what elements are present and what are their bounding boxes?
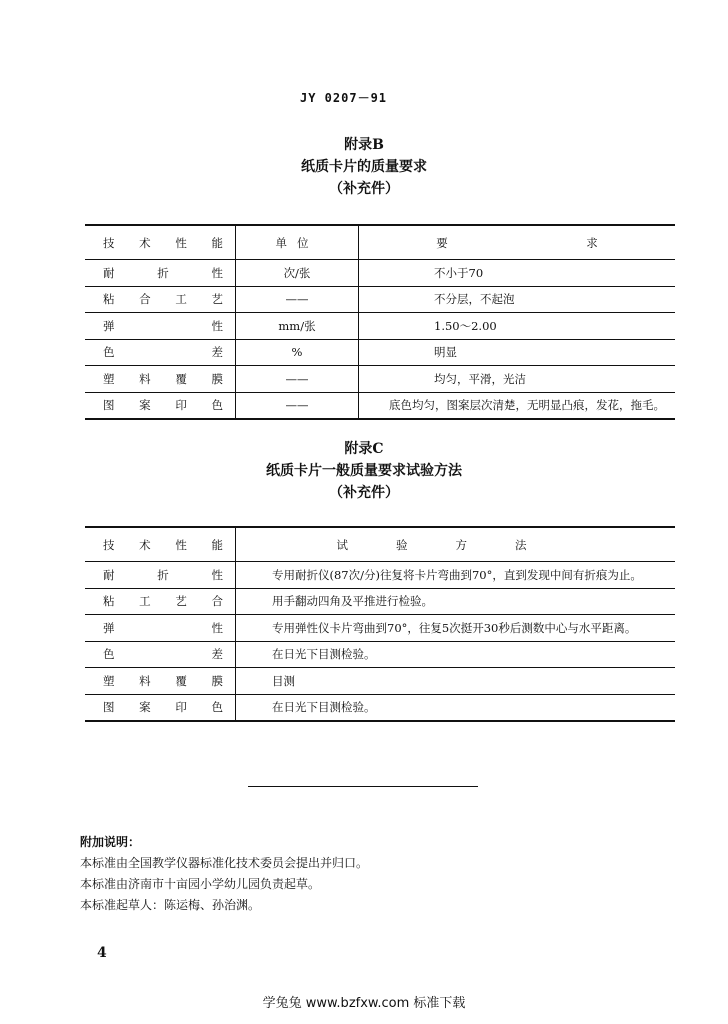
property-cell: 塑料覆膜 <box>85 366 236 393</box>
requirement-cell: 底色均匀，图案层次清楚，无明显凸痕，发花，拖毛。 <box>359 392 676 419</box>
method-cell: 目测 <box>236 668 676 695</box>
requirement-cell: 均匀，平滑，光洁 <box>359 366 676 393</box>
table-row <box>85 392 675 419</box>
table-header-row <box>85 225 675 260</box>
property-cell: 粘工艺合 <box>85 588 236 615</box>
column-header: 技术性能 <box>85 225 236 260</box>
unit-cell: —— <box>236 366 359 393</box>
table-row <box>85 286 675 313</box>
table-row <box>85 615 675 642</box>
appendix-b-heading <box>0 134 728 200</box>
unit-cell: % <box>236 339 359 366</box>
method-cell: 专用耐折仪(87次/分)往复将卡片弯曲到70°，直到发现中间有折痕为止。 <box>236 562 676 589</box>
column-header: 技术性能 <box>85 527 236 562</box>
requirement-cell: 不小于70 <box>359 260 676 287</box>
table-row <box>85 339 675 366</box>
requirement-cell: 1.50～2.00 <box>359 313 676 340</box>
page-number: 4 <box>97 945 107 961</box>
unit-cell: mm/张 <box>236 313 359 340</box>
property-cell: 塑料覆膜 <box>85 668 236 695</box>
column-header: 单位 <box>236 225 359 260</box>
notes-line: 本标准起草人：陈运梅、孙治渊。 <box>80 898 261 912</box>
appendix-b-table <box>85 224 675 420</box>
appendix-c-title: 纸质卡片一般质量要求试验方法 <box>266 463 462 479</box>
property-cell: 粘合工艺 <box>85 286 236 313</box>
property-cell: 弹性 <box>85 615 236 642</box>
appendix-b-label: 附录B <box>344 137 384 153</box>
property-cell: 耐折性 <box>85 260 236 287</box>
notes-line: 本标准由济南市十亩园小学幼儿园负责起草。 <box>80 877 321 891</box>
table-row <box>85 641 675 668</box>
table-row <box>85 366 675 393</box>
property-cell: 色差 <box>85 641 236 668</box>
table-row <box>85 562 675 589</box>
table-row <box>85 260 675 287</box>
table-header-row <box>85 527 675 562</box>
additional-notes <box>80 832 368 916</box>
requirement-cell: 明显 <box>359 339 676 366</box>
column-header: 试验方法 <box>236 527 676 562</box>
appendix-c-label: 附录C <box>344 441 384 457</box>
property-cell: 色差 <box>85 339 236 366</box>
appendix-c-table <box>85 526 675 722</box>
footer-watermark: 学兔兔 www.bzfxw.com 标准下载 <box>262 996 466 1011</box>
section-divider <box>248 786 478 787</box>
table-row <box>85 313 675 340</box>
unit-cell: —— <box>236 286 359 313</box>
appendix-c-heading <box>0 438 728 504</box>
property-cell: 图案印色 <box>85 392 236 419</box>
property-cell: 耐折性 <box>85 562 236 589</box>
notes-title: 附加说明： <box>80 835 141 849</box>
property-cell: 图案印色 <box>85 694 236 721</box>
requirement-cell: 不分层，不起泡 <box>359 286 676 313</box>
unit-cell: 次/张 <box>236 260 359 287</box>
table-row <box>85 588 675 615</box>
method-cell: 专用弹性仪卡片弯曲到70°，往复5次挺开30秒后测数中心与水平距离。 <box>236 615 676 642</box>
property-cell: 弹性 <box>85 313 236 340</box>
document-code: JY 0207－91 <box>300 91 388 105</box>
appendix-b-supplement: （补充件） <box>329 181 399 197</box>
method-cell: 在日光下目测检验。 <box>236 641 676 668</box>
method-cell: 在日光下目测检验。 <box>236 694 676 721</box>
table-row <box>85 694 675 721</box>
column-header: 要 求 <box>359 225 676 260</box>
table-row <box>85 668 675 695</box>
unit-cell: —— <box>236 392 359 419</box>
appendix-c-supplement: （补充件） <box>329 485 399 501</box>
notes-line: 本标准由全国教学仪器标准化技术委员会提出并归口。 <box>80 856 369 870</box>
appendix-b-title: 纸质卡片的质量要求 <box>301 159 427 175</box>
method-cell: 用手翻动四角及平推进行检验。 <box>236 588 676 615</box>
